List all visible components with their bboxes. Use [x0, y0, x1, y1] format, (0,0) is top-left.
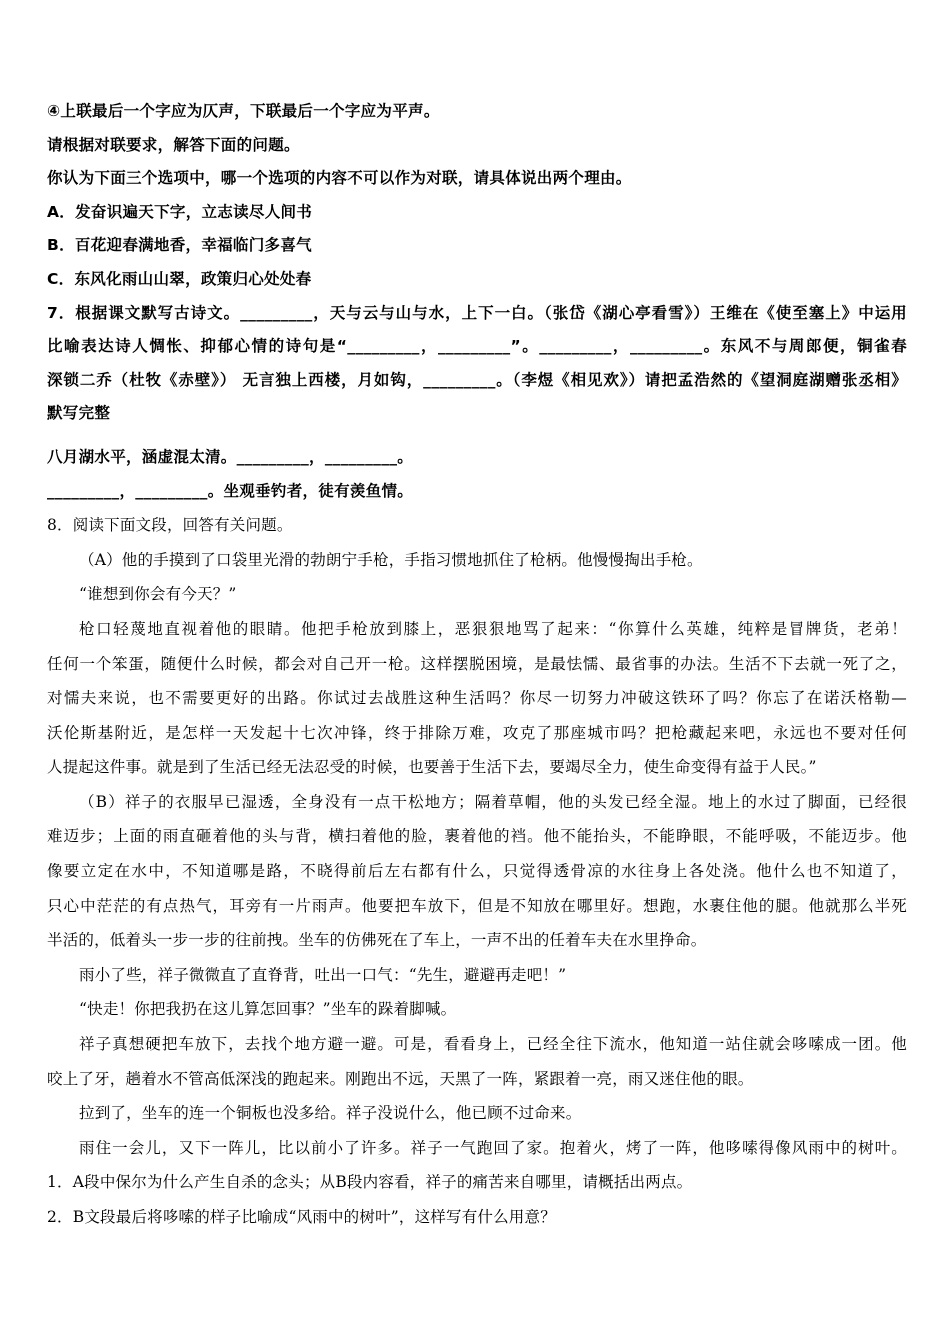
passage-line: 难迈步；上面的雨直砸着他的头与背，横扫着他的脸，裹着他的裆。他不能抬头，不能睁眼，不能呼吸，不能迈步。他 — [47, 827, 907, 846]
question-6-section — [47, 95, 907, 508]
passage-line: 咬上了牙，趟着水不管高低深浅的跑起来。刚跑出不远，天黑了一阵，紧跟着一亮，雨又迷住他的眼。 — [47, 1069, 754, 1088]
q8-question-2: 2．B文段最后将哆嗦的样子比喻成“风雨中的树叶”，这样写有什么用意？ — [47, 1208, 556, 1226]
passage-line: 人提起这件事。就是到了生活已经无法忍受的时候，也要善于生活下去，要竭尽全力，使生命变得有益于人民。” — [47, 758, 817, 777]
couplet-rule-4: ④上联最后一个字应为仄声，下联最后一个字应为平声。 — [47, 102, 440, 120]
passage-line: 像要立定在水中，不知道哪是路，不晓得前后左右都有什么，只觉得透骨凉的水往身上各处浇。他什么也不知道了， — [47, 862, 907, 881]
passage-line: 枪口轻蔑地直视着他的眼睛。他把手枪放到膝上，恶狠狠地骂了起来：“你算什么英雄，纯粹是冒牌货，老弟！ — [79, 619, 907, 638]
option-a: A．发奋识遍天下字，立志读尽人间书 — [47, 202, 313, 221]
passage-line: 雨小了些，祥子微微直了直脊背，吐出一口气：“先生，避避再走吧！” — [79, 965, 567, 984]
q8-heading: 8．阅读下面文段，回答有关问题。 — [47, 516, 293, 535]
passage-line: 拉到了，坐车的连一个铜板也没多给。祥子没说什么，他已顾不过命来。 — [79, 1104, 582, 1123]
passage-line: 任何一个笨蛋，随便什么时候，都会对自己开一枪。这样摆脱困境，是最怯懦、最省事的办法。生活不下去就一死了之， — [47, 654, 907, 673]
exam-page — [47, 95, 907, 1235]
passage-line: 雨住一会儿，又下一阵儿，比以前小了许多。祥子一气跑回了家。抱着火，烤了一阵，他哆嗦得像风雨中的树叶。 — [79, 1138, 907, 1157]
passage-line: 半活的，低着头一步一步的往前拽。坐车的仿佛死在了车上，一声不出的任着车夫在水里挣命。 — [47, 931, 707, 950]
q8-question-1: 1．A段中保尔为什么产生自杀的念头；从B段内容看，祥子的痛苦来自哪里，请概括出两点。 — [47, 1173, 693, 1192]
passage-line: 只心中茫茫的有点热气，耳旁有一片雨声。他要把车放下，但是不知放在哪里好。想跑，水裹住他的腿。他就那么半死 — [47, 896, 907, 915]
question-8-section — [47, 508, 907, 1234]
passage-line: 对懦夫来说，也不需要更好的出路。你试过去战胜这种生活吗？你尽一切努力冲破这铁环了吗？你忘了在诺沃格勒— — [47, 689, 907, 708]
q7-line: 比喻表达诗人惆怅、抑郁心情的诗句是“_________，_________”。_________，_________。东风不与周郎便，铜雀春 — [47, 337, 907, 356]
passage-line: 祥子真想硬把车放下，去找个地方避一避。可是，看看身上，已经全往下流水，他知道一站住就会哆嗦成一团。他 — [79, 1035, 907, 1054]
passage-b — [47, 785, 907, 1166]
instruction: 请根据对联要求，解答下面的问题。 — [47, 135, 300, 154]
passage-a — [47, 543, 907, 785]
passage-line: （B）祥子的衣服早已湿透，全身没有一点干松地方；隔着草帽，他的头发已经全湿。地上的水过了脚面，已经很 — [79, 792, 907, 811]
option-c: C．东风化雨山山翠，政策归心处处春 — [47, 269, 312, 288]
q7-line: 八月湖水平，涵虚混太清。_________，_________。 — [47, 447, 414, 466]
q7-line: _________，_________。坐观垂钓者，徒有羡鱼情。 — [47, 481, 414, 500]
option-b: B．百花迎春满地香，幸福临门多喜气 — [47, 236, 312, 255]
q7-line: 深锁二乔（杜牧《赤壁》） 无言独上西楼，月如钩，_________。（李煜《相见欢》）请把孟浩然的《望洞庭湖赠张丞相》 — [47, 370, 907, 389]
passage-line: “谁想到你会有今天？” — [79, 585, 237, 604]
question-text: 你认为下面三个选项中，哪一个选项的内容不可以作为对联，请具体说出两个理由。 — [47, 169, 632, 188]
passage-line: “快走！你把我扔在这儿算怎回事？”坐车的跺着脚喊。 — [79, 1000, 457, 1019]
passage-line: （A）他的手摸到了口袋里光滑的勃朗宁手枪，手指习惯地抓住了枪柄。他慢慢掏出手枪。 — [79, 550, 703, 569]
passage-line: 沃伦斯基附近，是怎样一天发起十七次冲锋，终于排除万难，攻克了那座城市吗？把枪藏起来吧，永远也不要对任何 — [47, 723, 907, 742]
q7-line: 默写完整 — [47, 404, 111, 423]
q7-line: 7．根据课文默写古诗文。_________，天与云与山与水，上下一白。（张岱《湖心亭看雪》）王维在《使至塞上》中运用 — [47, 303, 907, 322]
